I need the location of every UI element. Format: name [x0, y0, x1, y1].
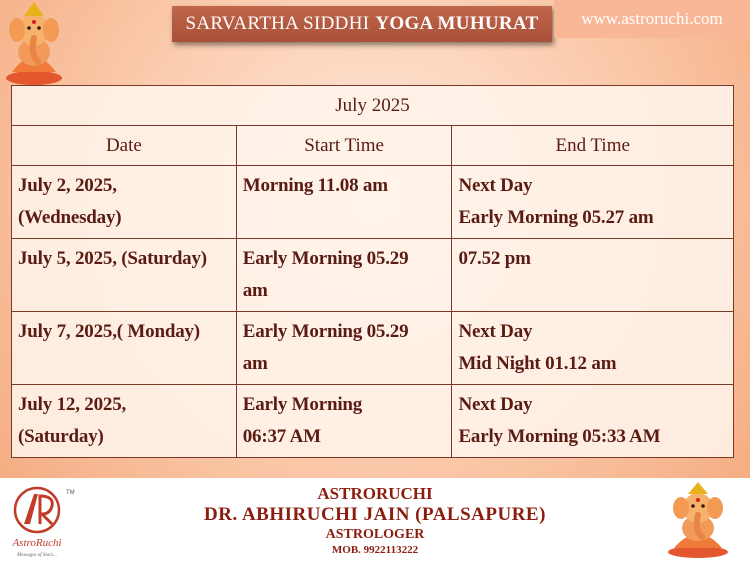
column-header-start: Start Time [236, 126, 452, 166]
end-time-cell [452, 166, 734, 239]
ganesha-icon [664, 482, 732, 558]
column-header-date: Date [12, 126, 237, 166]
start-time-cell [236, 239, 452, 312]
start-line: Early Morning [242, 394, 363, 415]
date-cell [12, 312, 237, 385]
month-row [12, 86, 734, 126]
table-row [12, 312, 734, 385]
date-cell [12, 239, 237, 312]
title-bold: YOGA MUHURAT [375, 13, 539, 34]
start-time-cell [236, 312, 452, 385]
start-time-cell [236, 385, 452, 458]
end-line: Early Morning 05.27 am [458, 207, 654, 228]
end-line: Next Day [458, 175, 533, 196]
ganesha-icon [2, 2, 66, 86]
date-line: July 5, 2025, (Saturday) [18, 248, 207, 269]
logo-text: AstroRuchi [12, 537, 62, 549]
logo-tagline: Messages of Stars... [17, 553, 57, 558]
end-time-cell [452, 385, 734, 458]
svg-text:TM: TM [66, 490, 75, 496]
start-line: Early Morning 05.29 [242, 321, 409, 342]
end-line: 07.52 pm [458, 248, 531, 269]
table-row [12, 385, 734, 458]
start-time-cell [236, 166, 452, 239]
start-line: 06:37 AM [242, 426, 321, 447]
start-line: am [242, 353, 268, 374]
date-line: (Wednesday) [18, 207, 122, 228]
astrologer-role: ASTROLOGER [325, 527, 425, 542]
end-line: Next Day [458, 321, 533, 342]
date-cell [12, 385, 237, 458]
column-header-end: End Time [452, 126, 734, 166]
astroruchi-logo [4, 484, 78, 560]
end-line: Next Day [458, 394, 533, 415]
table-row [12, 239, 734, 312]
end-line: Early Morning 05:33 AM [458, 426, 661, 447]
table-row [12, 166, 734, 239]
start-line: Morning 11.08 am [242, 175, 388, 196]
date-cell [12, 166, 237, 239]
end-time-cell [452, 239, 734, 312]
start-line: am [242, 280, 268, 301]
month-title: July 2025 [12, 86, 734, 126]
website-link[interactable]: www.astroruchi.com [554, 0, 750, 38]
astrologer-name: DR. ABHIRUCHI JAIN (PALSAPURE) [204, 504, 546, 525]
footer-contact [180, 484, 570, 557]
date-line: July 7, 2025,( Monday) [18, 321, 200, 342]
footer-brand: ASTRORUCHI [317, 484, 433, 503]
start-line: Early Morning 05.29 [242, 248, 409, 269]
date-line: July 2, 2025, [18, 175, 117, 196]
end-time-cell [452, 312, 734, 385]
page-title [172, 6, 552, 42]
end-line: Mid Night 01.12 am [458, 353, 617, 374]
mobile-number: MOB. 9922113222 [331, 544, 419, 556]
table-header-row [12, 126, 734, 166]
date-line: (Saturday) [18, 426, 104, 447]
title-light: SARVARTHA SIDDHI [185, 13, 370, 34]
date-line: July 12, 2025, [18, 394, 127, 415]
muhurat-table [11, 85, 734, 458]
